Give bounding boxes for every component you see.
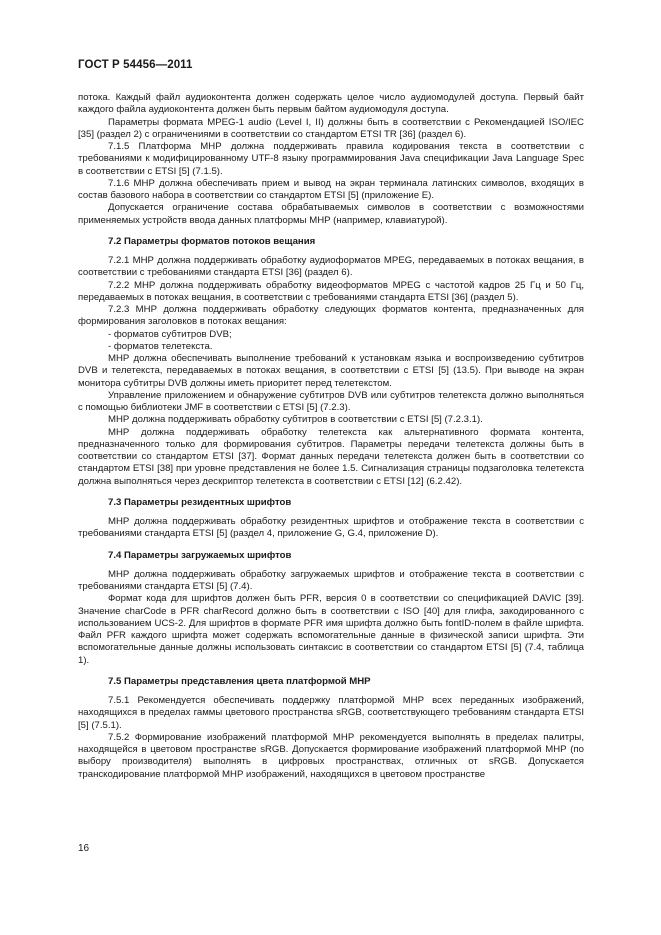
paragraph: МНР должна поддерживать обработку резидентных шрифтов и отображение текста в соответствии с требованиями стандарта ETSI [5] (раздел 4, приложение G, G.4, приложение D). (78, 516, 584, 540)
paragraph: 7.2.1 МНР должна поддерживать обработку аудиоформатов MPEG, передаваемых в потоках вещания, в соответствии с требованиями стандарта ETSI [36] (раздел 6). (78, 255, 584, 279)
paragraph: МНР должна поддерживать обработку телетекста как альтернативного формата контента, предназначенного только для формирования субтитров. Параметры передачи телетекста должны быть в соответствии со стандартом ETSI [37]. Формат данных передачи телетекста должен быть в соответствии со стандартом ETSI [38] при уровне представления не более 1.5. Сигнализация страницы подзаголовка телетекста должна выполняться через дескриптор телетекста в соответствии с ETSI [12] (6.2.42). (78, 426, 584, 487)
paragraph: потока. Каждый файл аудиоконтента должен содержать целое число аудиомодулей доступа. Первый байт каждого файла аудиоконтента должен быть первым байтом аудиомодуля доступа. (78, 92, 584, 116)
section-heading: 7.5 Параметры представления цвета платформой МНР (108, 675, 371, 687)
paragraph: Формат кода для шрифтов должен быть PFR, версия 0 в соответствии со спецификацией DAVIC [39]. Значение charCode в PFR charRecord должно быть в соответствии с ISO [40] для глифа, закодированного с использованием UCS-2. Для шрифтов в формате PFR имя шрифта должно быть fontID-полем в файле шрифта. Файл PFR каждого шрифта может содержать вспомогательные данные в физической записи шрифта. Эти вспомогательные данные должны использовать синтаксис в соответствии со стандартом ETSI [5] (7.4, таблица 1). (78, 593, 584, 666)
paragraph: 7.5.2 Формирование изображений платформой МНР рекомендуется выполнять в пределах палитры, находящейся в цветовом пространстве sRGB. Допускается формирование изображений платформой МНР (по выбору производителя) выполнять в цифровых пространствах, отличных от sRGB. Допускается транскодирование платформой МНР изображений, находящихся в цветовом пространстве (78, 731, 584, 780)
section-heading: 7.3 Параметры резидентных шрифтов (108, 496, 292, 508)
document-body (78, 92, 584, 781)
paragraph: МНР должна поддерживать обработку загружаемых шрифтов и отображение текста в соответствии с требованиями стандарта ETSI [5] (7.4). (78, 568, 584, 592)
paragraph: 7.2.2 МНР должна поддерживать обработку видеоформатов MPEG с частотой кадров 25 Гц и 50 Гц, передаваемых в потоках вещания, в соответствии с требованиями стандарта ETSI [36] (раздел 5). (78, 279, 584, 303)
paragraph: Параметры формата MPEG-1 audio (Level I, II) должны быть в соответствии с Рекомендацией ISO/IEC [35] (раздел 2) с ограничениями в соответствии со стандартом ETSI TR [36] (раздел 6). (78, 116, 584, 140)
paragraph: - форматов телетекста. (108, 340, 213, 352)
paragraph: 7.5.1 Рекомендуется обеспечивать поддержку платформой МНР всех переданных изображений, находящихся в пределах гаммы цветового пространства sRGB, соответствующего требованиям стандарта ETSI [5] (7.5.1). (78, 695, 584, 731)
paragraph: Допускается ограничение состава обрабатываемых символов в соответствии с возможностями применяемых устройств ввода данных платформы МНР (например, клавиатурой). (78, 202, 584, 226)
paragraph: Управление приложением и обнаружение субтитров DVB или субтитров телетекста должно выполняться с помощью библиотеки JMF в соответствии с ETSI [5] (7.2.3). (78, 389, 584, 413)
paragraph: 7.1.5 Платформа МНР должна поддерживать правила кодирования текста в соответствии с требованиями к модифицированному UTF-8 языку программирования Java спецификации Java Language Spec в соответствии с ETSI [5] (7.1.5). (78, 141, 584, 177)
section-heading: 7.2 Параметры форматов потоков вещания (108, 235, 316, 247)
paragraph: 7.1.6 МНР должна обеспечивать прием и вывод на экран терминала латинских символов, входящих в состав базового набора в соответствии со стандартом ETSI [5] (приложение Е). (78, 177, 584, 201)
document-header: ГОСТ Р 54456—2011 (78, 59, 193, 71)
paragraph: - форматов субтитров DVB; (108, 328, 232, 340)
section-heading: 7.4 Параметры загружаемых шрифтов (108, 549, 292, 561)
paragraph: МНР должна обеспечивать выполнение требований к установкам языка и воспроизведению субтитров DVB и телетекста, передаваемых в потоках вещания, в соответствии с ETSI [5] (13.5). При выводе на экран монитора субтитры DVB должны иметь приоритет перед телетекстом. (78, 353, 584, 389)
page-number: 16 (78, 843, 90, 854)
paragraph: 7.2.3 МНР должна поддерживать обработку следующих форматов контента, предназначенных для формирования заголовков в потоках вещания: (78, 304, 584, 328)
paragraph: МНР должна поддерживать обработку субтитров в соответствии с ETSI [5] (7.2.3.1). (108, 414, 483, 426)
